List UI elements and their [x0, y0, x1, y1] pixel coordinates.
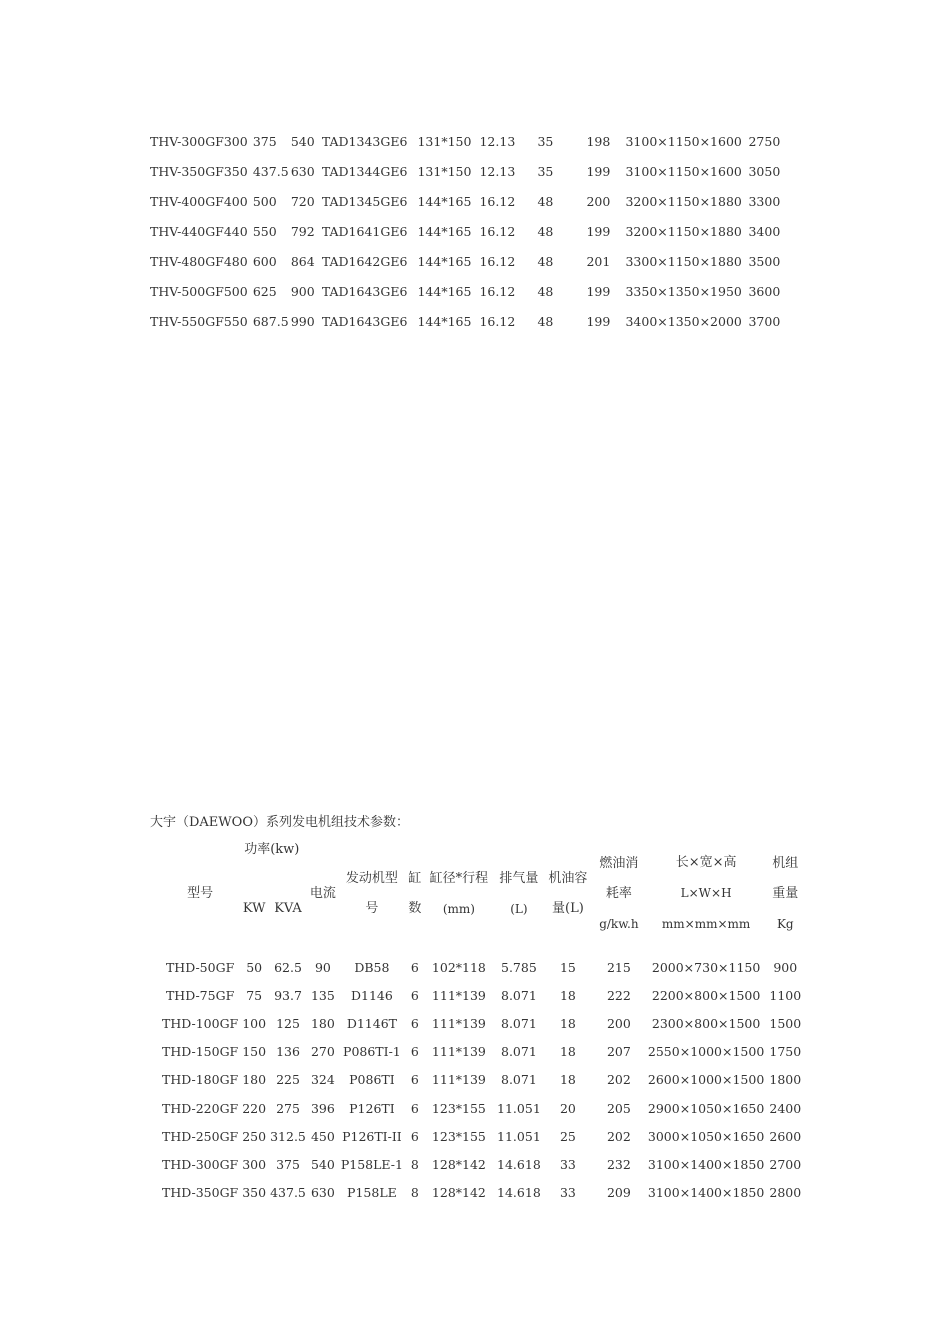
table-cell: 18 — [559, 987, 576, 1003]
table-cell: THD-300GF — [162, 1156, 239, 1172]
table-cell: 375 — [276, 1156, 300, 1172]
table-cell: P086TI-1 — [343, 1044, 401, 1060]
table-cell: THV-480GF — [150, 253, 224, 269]
table-cell: 3200×1150×1880 — [625, 223, 742, 239]
table-cell: 2550×1000×1500 — [647, 1044, 765, 1060]
table-cell: 3000×1050×1650 — [647, 1128, 765, 1144]
table-cell: 990 — [290, 313, 315, 329]
table-cell: 215 — [606, 959, 631, 975]
header-power: 功率(kw) — [244, 842, 300, 857]
table-cell: 33 — [559, 1156, 576, 1172]
table-cell: 199 — [586, 283, 611, 299]
table-row — [150, 186, 788, 216]
table-cell: 18 — [559, 1044, 576, 1060]
table-cell: 25 — [559, 1128, 576, 1144]
table-cell: 3100×1400×1850 — [647, 1156, 765, 1172]
table-row — [150, 246, 788, 276]
table-cell: 2300×800×1500 — [651, 1015, 761, 1031]
table-row — [160, 953, 804, 981]
table-cell: THD-50GF — [165, 959, 235, 975]
table-cell: 62.5 — [274, 959, 302, 975]
table-cell: 600 — [252, 253, 277, 269]
table-cell: 20 — [559, 1100, 576, 1116]
table-cell: 2600 — [769, 1128, 802, 1144]
table-cell: 135 — [310, 987, 335, 1003]
table-cell: 792 — [290, 223, 315, 239]
table-cell: 2800 — [769, 1185, 802, 1201]
table-cell: P086TI — [349, 1072, 395, 1088]
table-header — [160, 835, 804, 953]
header-cylinders: 缸 数 — [408, 871, 422, 916]
table-cell: 136 — [276, 1044, 300, 1060]
table-cell: 6 — [410, 1100, 419, 1116]
table-cell: 350 — [242, 1185, 267, 1201]
table-cell: 207 — [606, 1044, 631, 1060]
table-cell: 270 — [310, 1044, 335, 1060]
table-cell: 1750 — [769, 1044, 802, 1060]
table-cell: 16.12 — [479, 253, 516, 269]
table-row — [150, 306, 788, 336]
header-model: 型号 — [187, 886, 214, 901]
table-cell: 300 — [223, 133, 248, 149]
header-current: 电流 — [309, 886, 336, 901]
table-cell: 111*139 — [431, 1015, 486, 1031]
table-cell: 6 — [410, 987, 419, 1003]
table-cell: 396 — [310, 1100, 335, 1116]
table-row — [160, 1150, 804, 1178]
table-cell: 3350×1350×1950 — [625, 283, 742, 299]
table-cell: 450 — [310, 1128, 335, 1144]
table-cell: 6 — [410, 1128, 419, 1144]
table-cell: 900 — [290, 283, 315, 299]
table-cell: 16.12 — [479, 313, 516, 329]
header-dimensions: 长×宽×高 L×W×H mm×mm×mm — [661, 855, 751, 931]
header-weight: 机组 重量 Kg — [772, 855, 799, 931]
table-cell: 625 — [252, 283, 277, 299]
table-cell: P126TI — [349, 1100, 395, 1116]
table-cell: 2900×1050×1650 — [647, 1100, 765, 1116]
table-cell: TAD1642GE — [321, 253, 400, 269]
table-cell: THV-550GF — [150, 313, 224, 329]
table-cell: 222 — [606, 987, 631, 1003]
table-cell: 144*165 — [417, 253, 472, 269]
table-cell: 1100 — [769, 987, 802, 1003]
table-cell: THD-100GF — [162, 1015, 239, 1031]
table-cell: 75 — [246, 987, 263, 1003]
table-cell: 199 — [586, 163, 611, 179]
table-cell: THD-150GF — [162, 1044, 239, 1060]
table-cell: TAD1343GE — [321, 133, 400, 149]
table-cell: 350 — [223, 163, 248, 179]
table-cell: 6 — [399, 193, 408, 209]
table-cell: 1800 — [769, 1072, 802, 1088]
section-heading: 大宇（DAEWOO）系列发电机组技术参数： — [150, 815, 409, 830]
table-cell: 6 — [399, 133, 408, 149]
table-cell: 14.618 — [497, 1156, 541, 1172]
table-cell: 275 — [276, 1100, 300, 1116]
table-cell: 209 — [606, 1185, 631, 1201]
table-cell: 15 — [559, 959, 576, 975]
table-cell: 12.13 — [479, 133, 516, 149]
table-cell: 199 — [586, 313, 611, 329]
table-cell: 48 — [537, 223, 554, 239]
table-row — [160, 1038, 804, 1066]
table-cell: THV-350GF — [150, 163, 224, 179]
table-cell: 500 — [252, 193, 277, 209]
table-cell: 3300×1150×1880 — [625, 253, 742, 269]
table-cell: 6 — [399, 223, 408, 239]
table-cell: 540 — [290, 133, 315, 149]
table-row — [150, 276, 788, 306]
table-cell: 250 — [242, 1128, 267, 1144]
table-cell: 3100×1150×1600 — [625, 133, 742, 149]
table-cell: THD-250GF — [162, 1128, 239, 1144]
table-cell: 480 — [223, 253, 248, 269]
table-cell: 128*142 — [431, 1185, 486, 1201]
table-cell: THV-440GF — [150, 223, 224, 239]
table-cell: 18 — [559, 1015, 576, 1031]
table-cell: 3400×1350×2000 — [625, 313, 742, 329]
table-cell: 5.785 — [501, 959, 537, 975]
table-cell: 3200×1150×1880 — [625, 193, 742, 209]
table-cell: D1146 — [350, 987, 393, 1003]
table-cell: 2200×800×1500 — [651, 987, 761, 1003]
table-cell: 300 — [242, 1156, 267, 1172]
table-cell: 437.5 — [270, 1185, 306, 1201]
table-cell: D1146T — [346, 1015, 397, 1031]
table-cell: 6 — [410, 1015, 419, 1031]
table-cell: 111*139 — [431, 1072, 486, 1088]
table-cell: TAD1344GE — [321, 163, 400, 179]
table-cell: 900 — [773, 959, 798, 975]
thv-spec-table-body — [150, 126, 788, 336]
table-cell: 102*118 — [431, 959, 486, 975]
table-cell: 35 — [537, 133, 554, 149]
table-cell: 144*165 — [417, 283, 472, 299]
table-cell: 200 — [586, 193, 611, 209]
header-bore-stroke: 缸径*行程 (mm) — [429, 870, 489, 916]
table-cell: 131*150 — [417, 163, 472, 179]
table-row — [160, 1009, 804, 1037]
table-cell: 144*165 — [417, 223, 472, 239]
header-fuel-consumption: 燃油消 耗率 g/kw.h — [599, 855, 639, 931]
table-cell: 111*139 — [431, 987, 486, 1003]
table-cell: 3100×1400×1850 — [647, 1185, 765, 1201]
table-cell: 123*155 — [431, 1128, 486, 1144]
table-cell: 2000×730×1150 — [651, 959, 761, 975]
table-cell: 440 — [223, 223, 248, 239]
header-kw: KW — [242, 901, 266, 916]
table-cell: 3600 — [748, 283, 781, 299]
table-cell: 232 — [606, 1156, 631, 1172]
table-cell: 16.12 — [479, 223, 516, 239]
table-cell: 400 — [223, 193, 248, 209]
table-cell: 100 — [242, 1015, 267, 1031]
table-cell: 144*165 — [417, 313, 472, 329]
table-cell: 50 — [246, 959, 263, 975]
table-cell: 3700 — [748, 313, 781, 329]
table-cell: 48 — [537, 283, 554, 299]
table-cell: 200 — [606, 1015, 631, 1031]
table-cell: THD-75GF — [165, 987, 235, 1003]
table-cell: 3400 — [748, 223, 781, 239]
table-cell: 437.5 — [252, 163, 289, 179]
table-row — [150, 156, 788, 186]
table-cell: 12.13 — [479, 163, 516, 179]
table-cell: P126TI-II — [342, 1128, 402, 1144]
table-cell: 8 — [410, 1156, 419, 1172]
table-cell: 500 — [223, 283, 248, 299]
table-cell: 8.071 — [501, 1015, 537, 1031]
table-cell: 3300 — [748, 193, 781, 209]
table-cell: 198 — [586, 133, 611, 149]
table-cell: 33 — [559, 1185, 576, 1201]
table-row — [160, 981, 804, 1009]
table-cell: TAD1643GE — [321, 283, 400, 299]
table-cell: 16.12 — [479, 193, 516, 209]
table-row — [150, 216, 788, 246]
table-cell: 199 — [586, 223, 611, 239]
daewoo-spec-table — [160, 835, 804, 1207]
table-cell: 123*155 — [431, 1100, 486, 1116]
table-cell: 864 — [290, 253, 315, 269]
table-cell: 48 — [537, 193, 554, 209]
table-cell: 8.071 — [501, 1072, 537, 1088]
table-row — [160, 1094, 804, 1122]
table-cell: 111*139 — [431, 1044, 486, 1060]
thv-spec-table — [150, 126, 788, 336]
table-cell: 35 — [537, 163, 554, 179]
table-cell: 6 — [399, 253, 408, 269]
table-cell: 150 — [242, 1044, 267, 1060]
table-cell: 220 — [242, 1100, 267, 1116]
table-cell: 2750 — [748, 133, 781, 149]
table-cell: 720 — [290, 193, 315, 209]
table-cell: 14.618 — [497, 1185, 541, 1201]
header-engine: 发动机型 号 — [345, 871, 398, 916]
table-cell: THV-300GF — [150, 133, 224, 149]
table-cell: 6 — [399, 163, 408, 179]
table-cell: 6 — [410, 959, 419, 975]
table-cell: 3100×1150×1600 — [625, 163, 742, 179]
table-cell: TAD1641GE — [321, 223, 400, 239]
header-oil-capacity: 机油容 量(L) — [548, 871, 588, 916]
table-cell: 550 — [252, 223, 277, 239]
table-cell: 8.071 — [501, 987, 537, 1003]
table-cell: 18 — [559, 1072, 576, 1088]
table-cell: 48 — [537, 313, 554, 329]
table-row — [160, 1122, 804, 1150]
table-cell: 93.7 — [274, 987, 302, 1003]
table-cell: 202 — [606, 1128, 631, 1144]
table-cell: P158LE-1 — [340, 1156, 403, 1172]
table-cell: TAD1345GE — [321, 193, 400, 209]
table-cell: 180 — [310, 1015, 335, 1031]
table-cell: 180 — [242, 1072, 267, 1088]
table-cell: 48 — [537, 253, 554, 269]
table-cell: 687.5 — [252, 313, 289, 329]
table-cell: 324 — [310, 1072, 335, 1088]
table-cell: 16.12 — [479, 283, 516, 299]
table-cell: 125 — [276, 1015, 300, 1031]
table-cell: DB58 — [354, 959, 390, 975]
table-cell: 630 — [310, 1185, 335, 1201]
table-cell: THV-500GF — [150, 283, 224, 299]
table-cell: 3050 — [748, 163, 781, 179]
table-cell: 2400 — [769, 1100, 802, 1116]
table-cell: 6 — [410, 1072, 419, 1088]
table-cell: 225 — [276, 1072, 300, 1088]
table-cell: 11.051 — [497, 1100, 541, 1116]
table-cell: 6 — [399, 313, 408, 329]
table-cell: 630 — [290, 163, 315, 179]
table-cell: P158LE — [347, 1185, 397, 1201]
table-cell: 8 — [410, 1185, 419, 1201]
table-cell: THD-180GF — [162, 1072, 239, 1088]
table-cell: 1500 — [769, 1015, 802, 1031]
table-cell: 550 — [223, 313, 248, 329]
table-cell: THD-220GF — [162, 1100, 239, 1116]
table-cell: TAD1643GE — [321, 313, 400, 329]
table-cell: THV-400GF — [150, 193, 224, 209]
table-cell: 6 — [399, 283, 408, 299]
table-cell: 11.051 — [497, 1128, 541, 1144]
table-cell: 6 — [410, 1044, 419, 1060]
table-cell: 128*142 — [431, 1156, 486, 1172]
table-cell: 3500 — [748, 253, 781, 269]
header-kva: KVA — [274, 901, 302, 916]
table-row — [160, 1066, 804, 1094]
table-cell: 540 — [310, 1156, 335, 1172]
table-cell: 2700 — [769, 1156, 802, 1172]
table-cell: 90 — [314, 959, 331, 975]
daewoo-spec-table-body — [160, 953, 804, 1207]
table-cell: 201 — [586, 253, 611, 269]
table-cell: 144*165 — [417, 193, 472, 209]
table-cell: 202 — [606, 1072, 631, 1088]
table-cell: 8.071 — [501, 1044, 537, 1060]
table-cell: 312.5 — [270, 1128, 306, 1144]
table-cell: THD-350GF — [162, 1185, 239, 1201]
table-cell: 205 — [606, 1100, 631, 1116]
table-row — [150, 126, 788, 156]
table-cell: 375 — [252, 133, 277, 149]
table-row — [160, 1179, 804, 1207]
table-cell: 131*150 — [417, 133, 472, 149]
header-displacement: 排气量 (L) — [499, 870, 539, 916]
table-cell: 2600×1000×1500 — [647, 1072, 765, 1088]
